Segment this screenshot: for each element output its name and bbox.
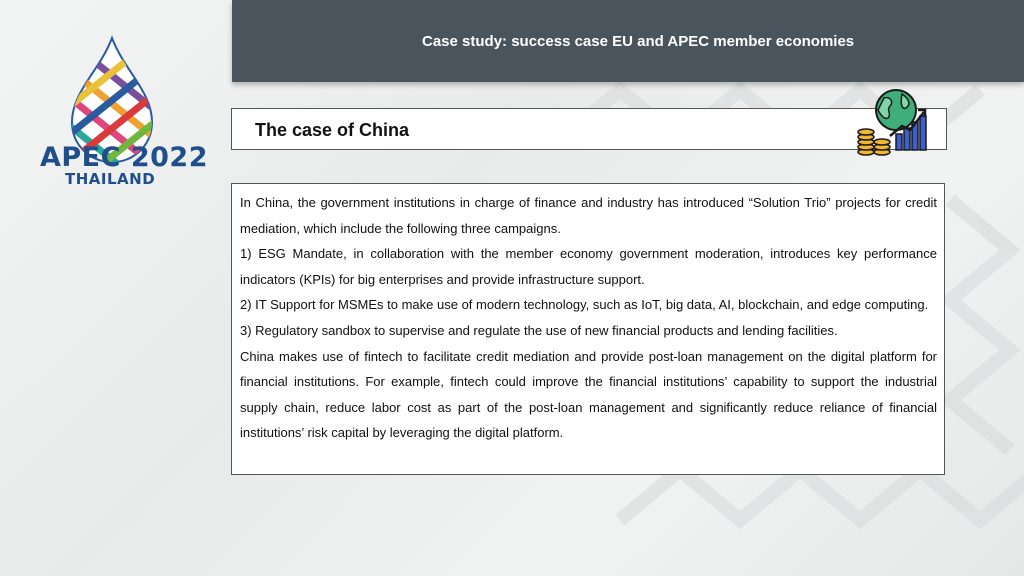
paragraph-intro: In China, the government institutions in charge of finance and industry has introduced “Solution Trio” projects for credit mediation, which include the following three campaigns. (240, 195, 937, 236)
globe-money-growth-icon (856, 86, 928, 158)
paragraph-item-3: 3) Regulatory sandbox to supervise and regulate the use of new financial products and lending facilities. (240, 322, 838, 338)
paragraph-item-2: 2) IT Support for MSMEs to make use of modern technology, such as IoT, big data, AI, blockchain, and edge computing. (240, 297, 929, 313)
section-subtitle-box (231, 108, 947, 150)
case-study-text-box (231, 183, 945, 475)
section-subtitle: The case of China (255, 120, 410, 140)
logo-text: APEC 2022 (40, 142, 208, 173)
logo-subtext: THAILAND (65, 170, 156, 188)
page-title: Case study: success case EU and APEC member economies (422, 33, 855, 50)
header-bar (232, 0, 1024, 82)
paragraph-item-1: 1) ESG Mandate, in collaboration with the member economy government moderation, introduces key performance indicators (KPIs) for big enterprises and provide infrastructure support. (240, 246, 937, 287)
paragraph-fintech: China makes use of fintech to facilitate credit mediation and provide post-loan management on the digital platform for financial institutions. For example, fintech could improve the financial institutions’ capability to support the industrial supply chain, reduce labor cost as part of the post-loan management and significantly reduce reliance of financial institutions’ risk capital by leveraging the digital platform. (240, 348, 937, 441)
